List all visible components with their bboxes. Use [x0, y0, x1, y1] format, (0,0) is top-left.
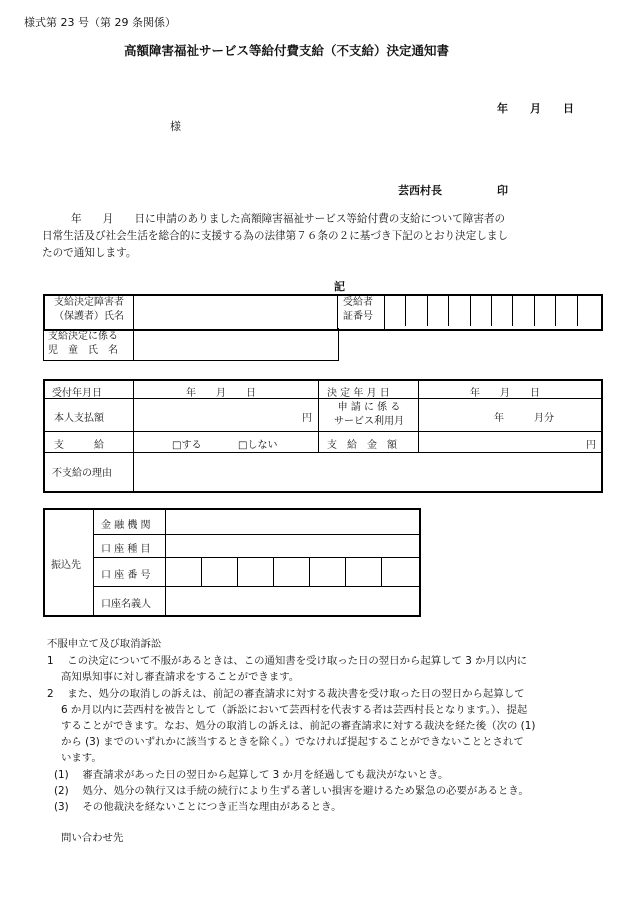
notice-item2-line4: から (3) までのいずれかに該当するときを除く。）でなければ提起することができないこととされて	[61, 736, 524, 748]
payment-option-no[interactable]: □しない	[238, 440, 278, 451]
certificate-label	[343, 296, 373, 324]
bank-field[interactable]	[167, 512, 415, 533]
divider	[337, 294, 338, 329]
notice-sub3: (3) その他裁決を経ないことにつき正当な理由があるとき。	[54, 801, 342, 813]
received-date-label: 受付年月日	[52, 388, 102, 399]
issuer-name: 芸西村長	[398, 184, 442, 197]
certificate-number-field[interactable]	[385, 295, 598, 326]
divider	[318, 381, 319, 452]
account-type-field[interactable]	[167, 536, 415, 556]
service-month-label	[320, 401, 418, 429]
divider	[133, 381, 134, 491]
recipient-label-line1: 支給決定障害者	[54, 297, 124, 308]
digit-cell[interactable]	[385, 295, 406, 326]
recipient-label	[45, 296, 133, 324]
self-payment-field[interactable]	[135, 400, 305, 429]
notice-sub1: (1) 審査請求があった日の翌日から起算して 3 か月を経過しても裁決がないとき。	[54, 769, 449, 781]
divider	[45, 431, 601, 432]
digit-cell[interactable]	[449, 295, 470, 326]
document-title: 高額障害福祉サービス等給付費支給（不支給）決定通知書	[124, 43, 450, 58]
child-label-line2: 児 童 氏 名	[48, 345, 118, 356]
digit-cell[interactable]	[471, 295, 492, 326]
digit-cell[interactable]	[406, 295, 427, 326]
notice-item2-line3: することができます。なお、処分の取消しの訴えは、前記の審査請求に対する裁決を経た後（次の (1)	[61, 720, 536, 732]
payment-label: 支 給	[54, 440, 104, 451]
digit-cell[interactable]	[492, 295, 513, 326]
yen-unit: 円	[302, 413, 312, 424]
divider	[45, 452, 601, 453]
ki-mark: 記	[334, 280, 345, 293]
self-payment-label: 本人支払額	[54, 413, 104, 424]
addressee-suffix: 様	[170, 120, 181, 133]
notice-item2-line5: います。	[61, 752, 102, 764]
received-date-value[interactable]: 年 月 日	[186, 388, 256, 399]
recipient-name-field[interactable]	[135, 297, 335, 325]
divider	[418, 381, 419, 452]
account-holder-label: 口座名義人	[101, 599, 151, 610]
account-holder-field[interactable]	[167, 588, 415, 612]
service-month-label-line1: 申 請 に 係 る	[337, 402, 401, 413]
child-label-line1: 支給決定に係る	[48, 331, 118, 342]
child-label	[48, 330, 118, 358]
account-type-label: 口 座 種 目	[101, 544, 151, 555]
digit-cell[interactable]	[578, 295, 598, 326]
notice-heading: 不服申立て及び取消訴訟	[47, 638, 162, 650]
intro-line-1: 年 月 日に申請のありました高額障害福祉サービス等給付費の支給について障害者の	[71, 213, 506, 225]
service-month-label-line2: サービス利用月	[334, 416, 404, 427]
recipient-label-line2: （保護者）氏名	[54, 311, 124, 322]
notice-item2-line1: 2 また、処分の取消しの訴えは、前記の審査請求に対する裁決書を受け取った日の翌日から起算して	[47, 688, 525, 700]
divider	[94, 557, 419, 558]
notice-item2-line2: 6 か月以内に芸西村を被告として（訴訟において芸西村を代表する者は芸西村長となります。）、提起	[61, 704, 528, 716]
notice-item1-line2: 高知県知事に対し審査請求をすることができます。	[61, 671, 300, 683]
account-number-field[interactable]	[167, 559, 415, 585]
reason-field[interactable]	[135, 454, 597, 488]
certificate-label-line2: 証番号	[343, 311, 373, 322]
contact-label: 問い合わせ先	[61, 832, 124, 844]
decision-date-value[interactable]: 年 月 日	[470, 388, 540, 399]
form-number: 様式第 23 号（第 29 条関係）	[24, 16, 176, 29]
reason-label: 不支給の理由	[52, 468, 112, 479]
child-name-field[interactable]	[135, 330, 335, 358]
divider	[94, 534, 419, 535]
account-number-label: 口 座 番 号	[101, 570, 151, 581]
yen-unit-2: 円	[586, 440, 596, 451]
service-month-value[interactable]: 年 月分	[494, 413, 554, 424]
notice-sub2: (2) 処分、処分の執行又は手続の続行により生ずる著しい損害を避けるため緊急の必要があるとき。	[54, 785, 529, 797]
divider	[94, 586, 419, 587]
notice-item1-line1: 1 この決定について不服があるときは、この通知書を受け取った日の翌日から起算して 3 か月以内に	[47, 655, 528, 667]
certificate-label-line1: 受給者	[343, 297, 373, 308]
digit-cell[interactable]	[428, 295, 449, 326]
divider	[93, 510, 94, 615]
decision-date-label: 決 定 年 月 日	[327, 388, 390, 399]
digit-cell[interactable]	[513, 295, 534, 326]
digit-cell[interactable]	[535, 295, 556, 326]
intro-line-3: たので通知します。	[42, 247, 137, 259]
bank-label: 金 融 機 関	[101, 520, 151, 531]
issue-date: 年 月 日	[497, 102, 574, 115]
payment-option-yes[interactable]: □する	[172, 440, 202, 451]
intro-line-2: 日常生活及び社会生活を総合的に支援する為の法律第７６条の２に基づき下記のとおり決定しまし	[42, 230, 509, 242]
transfer-label: 振込先	[51, 560, 81, 571]
digit-cell[interactable]	[556, 295, 577, 326]
divider	[165, 510, 166, 615]
payment-amount-label: 支 給 金 額	[327, 440, 397, 451]
seal-mark: 印	[497, 184, 508, 197]
payment-amount-field[interactable]	[420, 433, 585, 451]
